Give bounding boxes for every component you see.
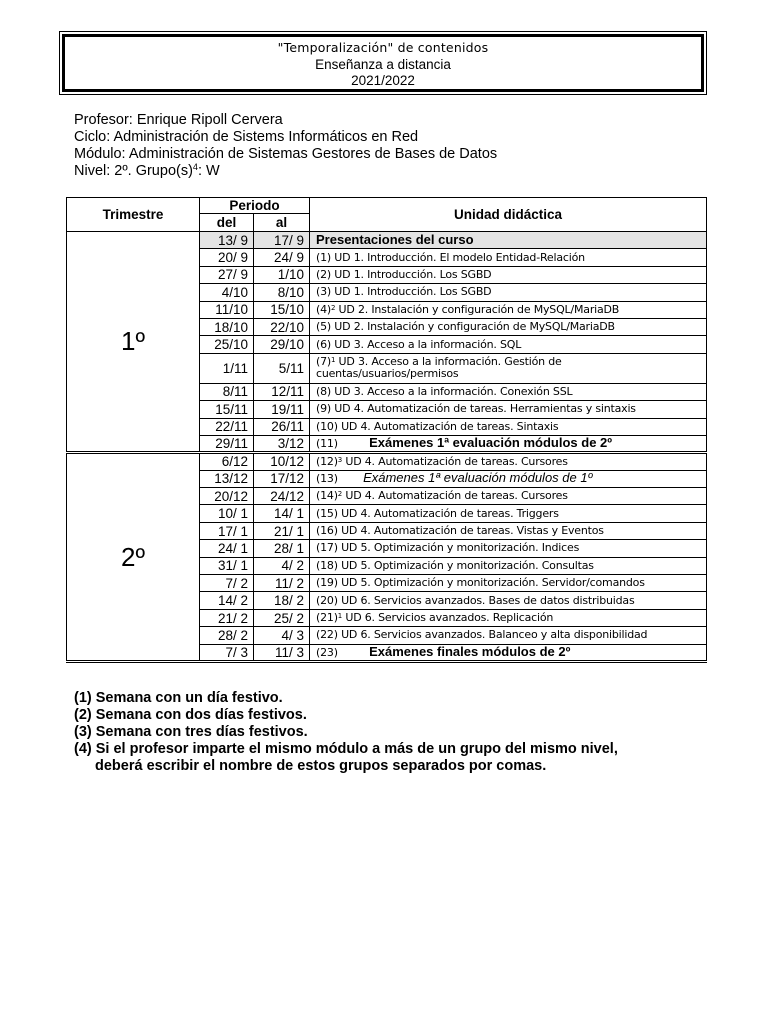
- header-del: del: [200, 214, 254, 232]
- period-start: 20/ 9: [200, 249, 254, 266]
- unit-number: (12): [316, 454, 338, 468]
- unit-text: UD 2. Instalación y configuración de MySQL/MariaDB: [338, 302, 620, 316]
- unit-number: (21): [316, 611, 338, 624]
- period-end: 21/ 1: [254, 522, 310, 539]
- footnote-2: (2) Semana con dos días festivos.: [74, 707, 307, 723]
- unit-text: UD 4. Automatización de tareas. Cursores: [345, 454, 568, 468]
- level-text: Nivel: 2º. Grupo(s): [74, 163, 193, 179]
- unit-text: UD 4. Automatización de tareas. Triggers: [341, 506, 559, 520]
- unit-text: UD 4. Automatización de tareas. Cursores: [345, 489, 568, 503]
- unit-number: (2): [316, 267, 331, 281]
- period-end: 11/ 3: [254, 644, 310, 661]
- period-start: 31/ 1: [200, 557, 254, 574]
- unit-text: UD 3. Acceso a la información. Gestión de: [338, 355, 562, 369]
- unit-number: (4): [316, 302, 331, 316]
- unit-text: UD 4. Automatización de tareas. Vistas y Eventos: [341, 524, 604, 538]
- unit-cell: [310, 301, 707, 318]
- unit-cell: [310, 435, 707, 452]
- unit-text: UD 6. Servicios avanzados. Replicación: [345, 611, 554, 624]
- trimester-1: 1º: [67, 232, 200, 453]
- period-start: 25/10: [200, 336, 254, 353]
- footnote-4-continued: deberá escribir el nombre de estos grupos separados por comas.: [95, 758, 547, 774]
- unit-number: (5): [316, 320, 331, 334]
- schedule-table: [66, 197, 707, 663]
- level-line: [74, 163, 497, 180]
- period-start: 27/ 9: [200, 266, 254, 283]
- period-end: 11/ 2: [254, 575, 310, 592]
- unit-cell: [310, 418, 707, 435]
- period-end: 17/12: [254, 470, 310, 487]
- header-al: al: [254, 214, 310, 232]
- header-trimestre: Trimestre: [67, 198, 200, 232]
- unit-cell: [310, 575, 707, 592]
- period-start: 24/ 1: [200, 540, 254, 557]
- period-end: 15/10: [254, 301, 310, 318]
- unit-cell: [310, 318, 707, 335]
- exam-text: Exámenes 1ª evaluación módulos de 2º: [369, 435, 613, 451]
- period-end: 4/ 2: [254, 557, 310, 574]
- header-periodo: Periodo: [200, 198, 310, 214]
- period-start: 8/11: [200, 383, 254, 400]
- unit-number: (15): [316, 506, 338, 520]
- period-start: 29/11: [200, 435, 254, 452]
- unit-number: (16): [316, 524, 338, 538]
- period-end: 10/12: [254, 453, 310, 470]
- period-end: 29/10: [254, 336, 310, 353]
- unit-text: Presentaciones del curso: [316, 232, 474, 248]
- exam-text: Exámenes 1ª evaluación módulos de 1º: [363, 470, 593, 486]
- cycle-line: Ciclo: Administración de Sistems Informáticos en Red: [74, 129, 419, 145]
- unit-cell: [310, 249, 707, 266]
- course-info: [74, 112, 497, 180]
- period-start: 7/ 2: [200, 575, 254, 592]
- period-end: 26/11: [254, 418, 310, 435]
- footnote-mark: 2: [330, 303, 336, 312]
- period-end: 3/12: [254, 435, 310, 452]
- period-start: 20/12: [200, 488, 254, 505]
- level-footnote-mark: 4: [192, 162, 198, 172]
- unit-cell: [310, 557, 707, 574]
- unit-number: (17): [316, 541, 338, 555]
- period-start: 17/ 1: [200, 522, 254, 539]
- unit-text: UD 5. Optimización y monitorización. Consultas: [341, 558, 594, 572]
- period-start: 18/10: [200, 318, 254, 335]
- period-start: 4/10: [200, 284, 254, 301]
- table-row: [67, 453, 707, 470]
- unit-number: (8): [316, 384, 331, 398]
- unit-cell: [310, 470, 707, 487]
- unit-cell: [310, 522, 707, 539]
- unit-text: UD 1. Introducción. El modelo Entidad-Relación: [334, 250, 585, 264]
- unit-text: UD 6. Servicios avanzados. Bases de datos distribuidas: [341, 593, 635, 607]
- period-end: 22/10: [254, 318, 310, 335]
- period-end: 24/12: [254, 488, 310, 505]
- unit-number: (14): [316, 489, 338, 503]
- unit-number: (1): [316, 250, 331, 264]
- unit-cell: [310, 266, 707, 283]
- period-end: 18/ 2: [254, 592, 310, 609]
- unit-number: (20): [316, 593, 338, 607]
- period-start: 14/ 2: [200, 592, 254, 609]
- unit-text: UD 5. Optimización y monitorización. Indices: [341, 541, 580, 555]
- unit-text: UD 4. Automatización de tareas. Herramientas y sintaxis: [334, 402, 636, 416]
- unit-cell: [310, 453, 707, 470]
- unit-cell: [310, 627, 707, 644]
- footnotes: [74, 690, 618, 775]
- period-end: 5/11: [254, 353, 310, 383]
- footnote-mark: 1: [337, 612, 343, 620]
- period-start: 13/ 9: [200, 232, 254, 249]
- header-subtitle: Enseñanza a distancia: [315, 56, 451, 72]
- footnote-4: (4) Si el profesor imparte el mismo módulo a más de un grupo del mismo nivel,: [74, 741, 618, 757]
- period-end: 12/11: [254, 383, 310, 400]
- period-start: 21/ 2: [200, 609, 254, 626]
- unit-number: (9): [316, 402, 331, 416]
- period-end: 19/11: [254, 401, 310, 418]
- period-start: 1/11: [200, 353, 254, 383]
- footnote-1: (1) Semana con un día festivo.: [74, 690, 283, 706]
- unit-number: (22): [316, 628, 338, 642]
- unit-number: (23): [316, 645, 338, 659]
- trimester-2: 2º: [67, 453, 200, 662]
- group-text: : W: [197, 163, 220, 179]
- header-year: 2021/2022: [351, 73, 415, 88]
- unit-text: UD 1. Introducción. Los SGBD: [334, 285, 492, 299]
- unit-cell: [310, 401, 707, 418]
- unit-cell: [310, 284, 707, 301]
- footnote-3: (3) Semana con tres días festivos.: [74, 724, 308, 740]
- unit-text: UD 3. Acceso a la información. SQL: [334, 337, 522, 351]
- period-start: 11/10: [200, 301, 254, 318]
- unit-text: UD 6. Servicios avanzados. Balanceo y alta disponibilidad: [341, 628, 648, 642]
- period-start: 10/ 1: [200, 505, 254, 522]
- unit-cell: [310, 540, 707, 557]
- unit-text: UD 4. Automatización de tareas. Sintaxis: [341, 419, 559, 433]
- period-end: 14/ 1: [254, 505, 310, 522]
- period-start: 13/12: [200, 470, 254, 487]
- unit-text: UD 5. Optimización y monitorización. Servidor/comandos: [341, 576, 645, 590]
- unit-cell: [310, 488, 707, 505]
- unit-text: UD 3. Acceso a la información. Conexión SSL: [334, 384, 573, 398]
- unit-number: (6): [316, 337, 331, 351]
- header-title: "Temporalización" de contenidos: [277, 40, 489, 55]
- footnote-mark: 1: [330, 356, 336, 365]
- document-header-box: [62, 34, 704, 92]
- period-start: 6/12: [200, 453, 254, 470]
- unit-cell: [310, 383, 707, 400]
- unit-cell: [310, 592, 707, 609]
- footnote-mark: 3: [337, 455, 343, 464]
- period-start: 7/ 3: [200, 644, 254, 661]
- unit-text-continued: cuentas/usuarios/permisos: [316, 367, 459, 381]
- unit-cell: [310, 609, 707, 626]
- unit-number: (19): [316, 576, 338, 590]
- teacher-line: Profesor: Enrique Ripoll Cervera: [74, 112, 283, 128]
- period-start: 28/ 2: [200, 627, 254, 644]
- unit-cell: [310, 644, 707, 661]
- unit-number: (3): [316, 285, 331, 299]
- unit-number: (13): [316, 472, 338, 486]
- unit-number: (10): [316, 419, 338, 433]
- footnote-mark: 2: [337, 490, 343, 499]
- unit-cell: [310, 353, 707, 383]
- period-end: 17/ 9: [254, 232, 310, 249]
- period-end: 28/ 1: [254, 540, 310, 557]
- period-end: 8/10: [254, 284, 310, 301]
- unit-cell: [310, 336, 707, 353]
- period-start: 15/11: [200, 401, 254, 418]
- period-end: 4/ 3: [254, 627, 310, 644]
- unit-text: UD 2. Instalación y configuración de MySQL/MariaDB: [334, 320, 615, 334]
- unit-cell: [310, 505, 707, 522]
- unit-number: (11): [316, 437, 338, 451]
- unit-cell: [310, 232, 707, 249]
- exam-text: Exámenes finales módulos de 2º: [369, 644, 571, 659]
- unit-number: (7): [316, 355, 331, 369]
- module-line: Módulo: Administración de Sistemas Gestores de Bases de Datos: [74, 146, 498, 162]
- unit-text: UD 1. Introducción. Los SGBD: [334, 267, 492, 281]
- period-end: 25/ 2: [254, 609, 310, 626]
- period-start: 22/11: [200, 418, 254, 435]
- period-end: 1/10: [254, 266, 310, 283]
- header-unidad: Unidad didáctica: [310, 198, 707, 232]
- period-end: 24/ 9: [254, 249, 310, 266]
- table-row: [67, 232, 707, 249]
- unit-number: (18): [316, 558, 338, 572]
